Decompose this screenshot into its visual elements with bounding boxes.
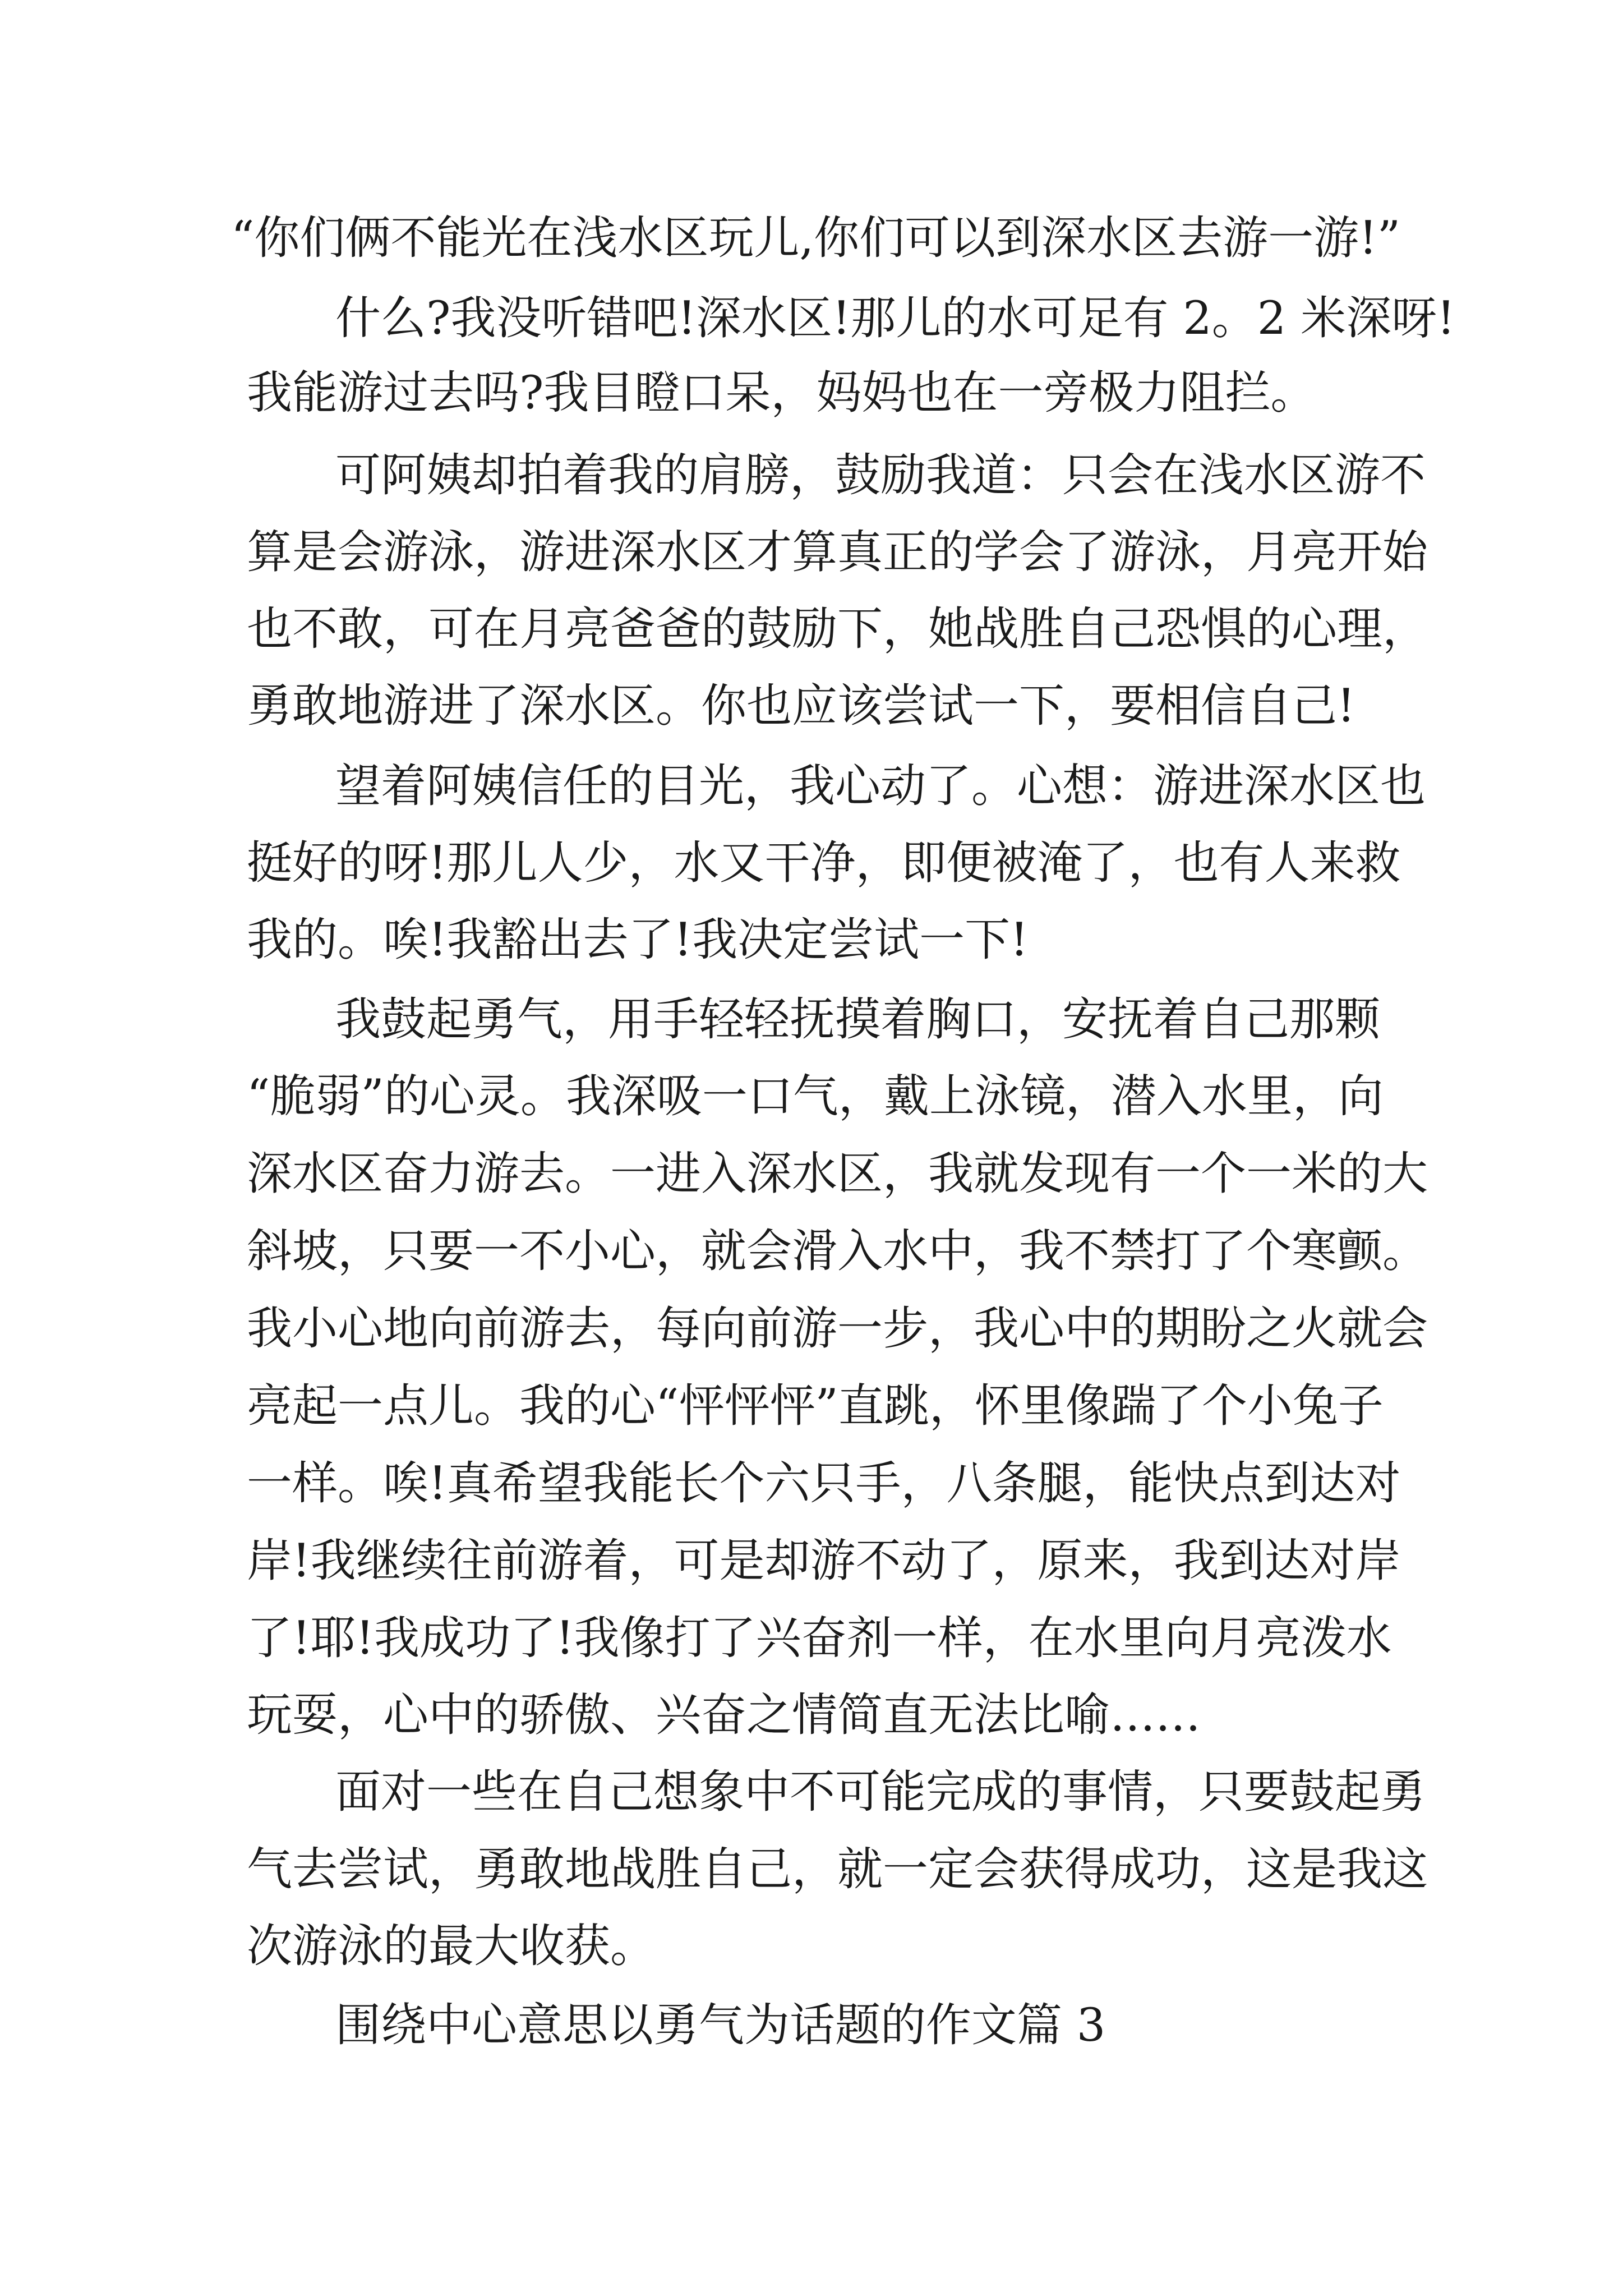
section-heading: 围绕中心意思以勇气为话题的作文篇 3	[335, 1999, 1106, 2052]
text-line: 我能游过去吗?我目瞪口呆，妈妈也在一旁极力阻拦。	[247, 367, 1316, 420]
text-line: 面对一些在自己想象中不可能完成的事情，只要鼓起勇	[335, 1766, 1426, 1819]
text-line: 了!耶!我成功了!我像打了兴奋剂一样，在水里向月亮泼水	[247, 1612, 1392, 1665]
text-line: 次游泳的最大收获。	[247, 1920, 656, 1973]
text-line: 也不敢，可在月亮爸爸的鼓励下，她战胜自己恐惧的心理，	[247, 603, 1428, 656]
text-line: 什么?我没听错吧!深水区!那儿的水可足有 2。2 米深呀!	[335, 292, 1455, 345]
text-line: 深水区奋力游去。一进入深水区，我就发现有一个一米的大	[247, 1148, 1428, 1200]
text-line: 玩耍，心中的骄傲、兴奋之情简直无法比喻……	[247, 1689, 1201, 1742]
text-line: 我鼓起勇气，用手轻轻抚摸着胸口，安抚着自己那颗	[335, 993, 1381, 1046]
text-line: 亮起一点儿。我的心“怦怦怦”直跳，怀里像踹了个小兔子	[247, 1380, 1384, 1433]
text-line: 望着阿姨信任的目光，我心动了。心想：游进深水区也	[335, 760, 1426, 813]
text-line: 算是会游泳，游进深水区才算真正的学会了游泳，月亮开始	[247, 526, 1428, 579]
text-line: 勇敢地游进了深水区。你也应该尝试一下，要相信自己!	[247, 680, 1355, 733]
text-line: 挺好的呀!那儿人少，水又干净，即便被淹了，也有人来救	[247, 837, 1401, 890]
text-line: 斜坡，只要一不小心，就会滑入水中，我不禁打了个寒颤。	[247, 1225, 1428, 1278]
text-line: 岸!我继续往前游着，可是却游不动了，原来，我到达对岸	[247, 1535, 1401, 1588]
text-line: “脆弱”的心灵。我深吸一口气，戴上泳镜，潜入水里，向	[247, 1070, 1384, 1123]
text-line: “你们俩不能光在浅水区玩儿,你们可以到深水区去游一游!”	[231, 212, 1401, 265]
text-line: 我的。唉!我豁出去了!我决定尝试一下!	[247, 914, 1029, 967]
text-line: 我小心地向前游去，每向前游一步，我心中的期盼之火就会	[247, 1303, 1428, 1355]
text-line: 一样。唉!真希望我能长个六只手，八条腿，能快点到达对	[247, 1457, 1401, 1510]
text-line: 气去尝试，勇敢地战胜自己，就一定会获得成功，这是我这	[247, 1843, 1428, 1896]
text-line: 可阿姨却拍着我的肩膀，鼓励我道：只会在浅水区游不	[335, 449, 1426, 502]
